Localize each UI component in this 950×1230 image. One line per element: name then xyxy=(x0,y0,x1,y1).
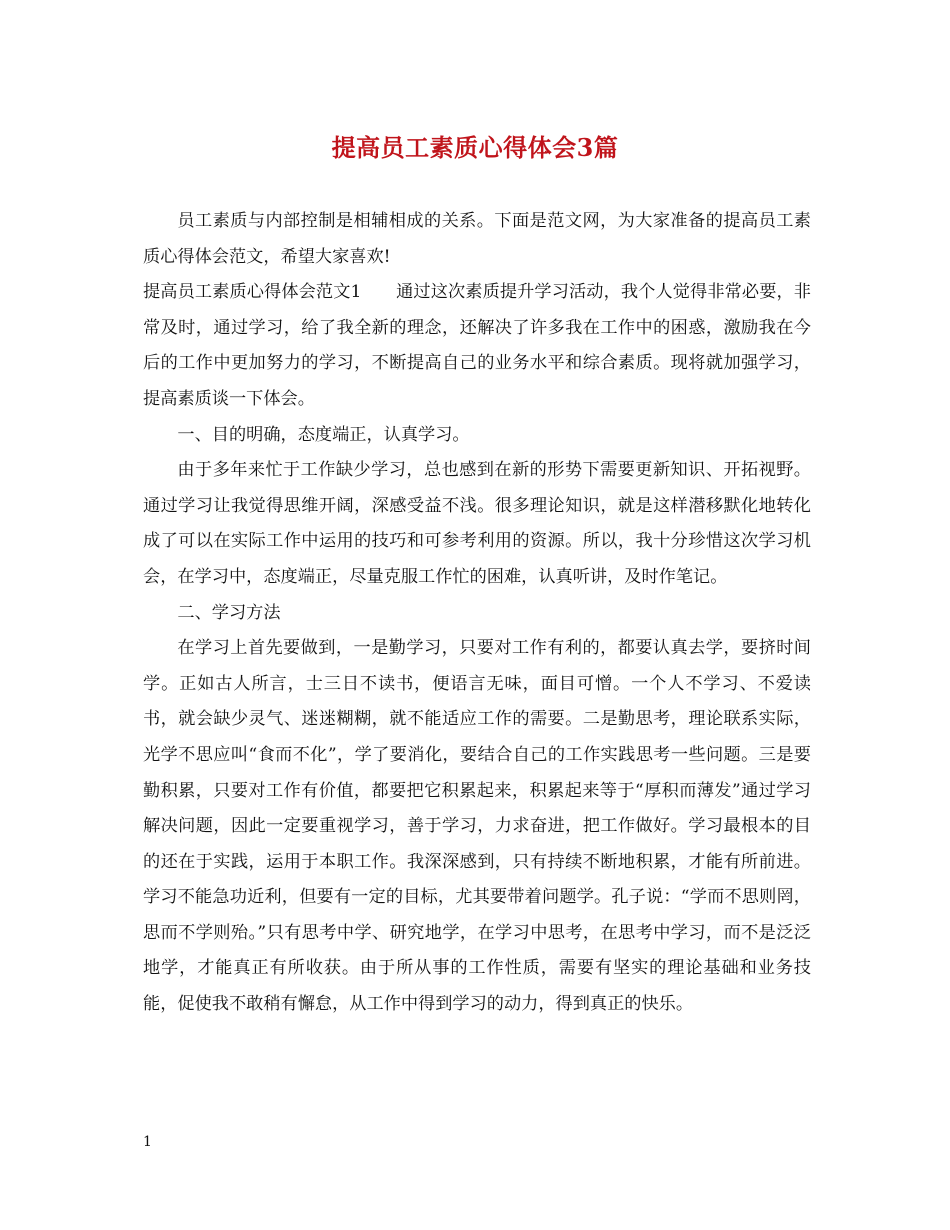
section-heading-2: 二、学习方法 xyxy=(177,602,281,623)
intro-paragraph: 员工素质与内部控制是相辅相成的关系。下面是范文网，为大家准备的提高员工素质心得体会范文，希望大家喜欢! xyxy=(143,211,811,267)
section-2-paragraph: 在学习上首先要做到，一是勤学习，只要对工作有利的，都要认真去学，要挤时间学。正如古人所言，士三日不读书，便语言无味，面目可憎。一个人不学习、不爱读书，就会缺少灵气、迷迷糊糊，就不能适应工作的需要。二是勤思考，理论联系实际，光学不思应叫“食而不化”，学了要消化，要结合自己的工作实践思考一些问题。三是要勤积累，只要对工作有价值，都要把它积累起来，积累起来等于“厚积而薄发”通过学习解决问题，因此一定要重视学习，善于学习，力求奋进，把工作做好。学习最根本的目的还在于实践，运用于本职工作。我深深感到，只有持续不断地积累，才能有所前进。学习不能急功近利，但要有一定的目标，尤其要带着问题学。孔子说：“学而不思则罔，思而不学则殆。”只有思考中学、研究地学，在学习中思考，在思考中学习，而不是泛泛地学，才能真正有所收获。由于所从事的工作性质，需要有坚实的理论基础和业务技能，促使我不敢稍有懈怠，从工作中得到学习的动力，得到真正的快乐。 xyxy=(143,638,811,1015)
document-body xyxy=(143,204,811,1023)
section-1-paragraph: 由于多年来忙于工作缺少学习，总也感到在新的形势下需要更新知识、开拓视野。通过学习让我觉得思维开阔，深感受益不浅。很多理论知识，就是这样潜移默化地转化成了可以在实际工作中运用的技巧和可参考利用的资源。所以，我十分珍惜这次学习机会，在学习中，态度端正，尽量克服工作忙的困难，认真听讲，及时作笔记。 xyxy=(143,460,811,587)
section-heading-1: 一、目的明确，态度端正，认真学习。 xyxy=(177,424,470,445)
page-number: 1 xyxy=(143,1134,152,1150)
essay-1-opening-paragraph: 提高员工素质心得体会范文1 通过这次素质提升学习活动，我个人觉得非常必要，非常及时，通过学习，给了我全新的理念，还解决了许多我在工作中的困惑，激励我在今后的工作中更加努力的学习，不断提高自己的业务水平和综合素质。现将就加强学习，提高素质谈一下体会。 xyxy=(143,282,811,409)
document-title: 提高员工素质心得体会3篇 xyxy=(331,133,619,162)
